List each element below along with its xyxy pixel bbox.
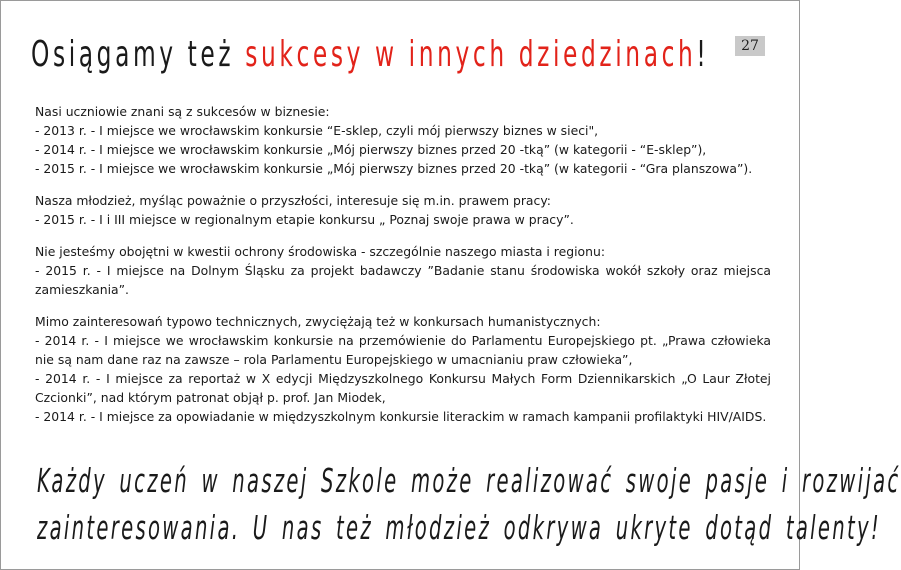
page-title [31, 29, 709, 81]
achievement-item: - 2015 r. - I miejsce we wrocławskim konkursie „Mój pierwszy biznes przed 20 -tką” (w kategorii - “Gra planszowa”). [35, 161, 753, 176]
achievement-item: - 2014 r. - I miejsce we wrocławskim konkursie na przemówienie do Parlamentu Europejskiego pt. „Prawa człowieka nie są nam dane raz na zawsze – rola Parlamentu Europejskiego w umacnianiu praw człowieka”, [35, 333, 771, 367]
page-number-badge: 27 [735, 36, 765, 56]
slogan-line-2: zainteresowania. U nas też młodzież odkrywa ukryte dotąd talenty! [37, 508, 882, 547]
environment-section [35, 242, 771, 299]
section-intro: Nie jesteśmy obojętni w kwestii ochrony środowiska - szczególnie naszego miasta i regionu: [35, 244, 606, 259]
section-intro: Nasi uczniowie znani są z sukcesów w biznesie: [35, 104, 330, 119]
achievement-item: - 2015 r. - I i III miejsce w regionalnym etapie konkursu „ Poznaj swoje prawa w pracy”. [35, 212, 574, 227]
title-text: Osiągamy też [31, 34, 246, 75]
achievement-item: - 2014 r. - I miejsce we wrocławskim konkursie „Mój pierwszy biznes przed 20 -tką” (w kategorii - “E-sklep”), [35, 142, 707, 157]
achievement-item: - 2014 r. - I miejsce za opowiadanie w międzyszkolnym konkursie literackim w ramach kampanii profilaktyki HIV/AIDS. [35, 409, 767, 424]
achievement-item: - 2014 r. - I miejsce za reportaż w X edycji Międzyszkolnego Konkursu Małych Form Dziennikarskich „O Laur Złotej Czcionki”, nad którym patronat objął p. prof. Jan Miodek, [35, 371, 771, 405]
slogan-line-1: Każdy uczeń w naszej Szkole może realizować swoje pasje i rozwijać [37, 461, 901, 500]
achievements-text [35, 102, 771, 439]
section-intro: Mimo zainteresowań typowo technicznych, zwyciężają też w konkursach humanistycznych: [35, 314, 601, 329]
humanities-section [35, 312, 771, 426]
title-highlight: sukcesy w innych dziedzinach [245, 34, 697, 75]
achievement-item: - 2013 r. - I miejsce we wrocławskim konkursie “E-sklep, czyli mój pierwszy biznes w sieci", [35, 123, 599, 138]
closing-slogan [37, 457, 901, 551]
title-exclamation: ! [696, 34, 710, 75]
section-intro: Nasza młodzież, myśląc poważnie o przyszłości, interesuje się m.in. prawem pracy: [35, 193, 551, 208]
achievement-item: - 2015 r. - I miejsce na Dolnym Śląsku za projekt badawczy ”Badanie stanu środowiska wokół szkoły oraz miejsca zamieszkania”. [35, 263, 771, 297]
labor-law-section [35, 191, 771, 229]
business-section [35, 102, 771, 178]
